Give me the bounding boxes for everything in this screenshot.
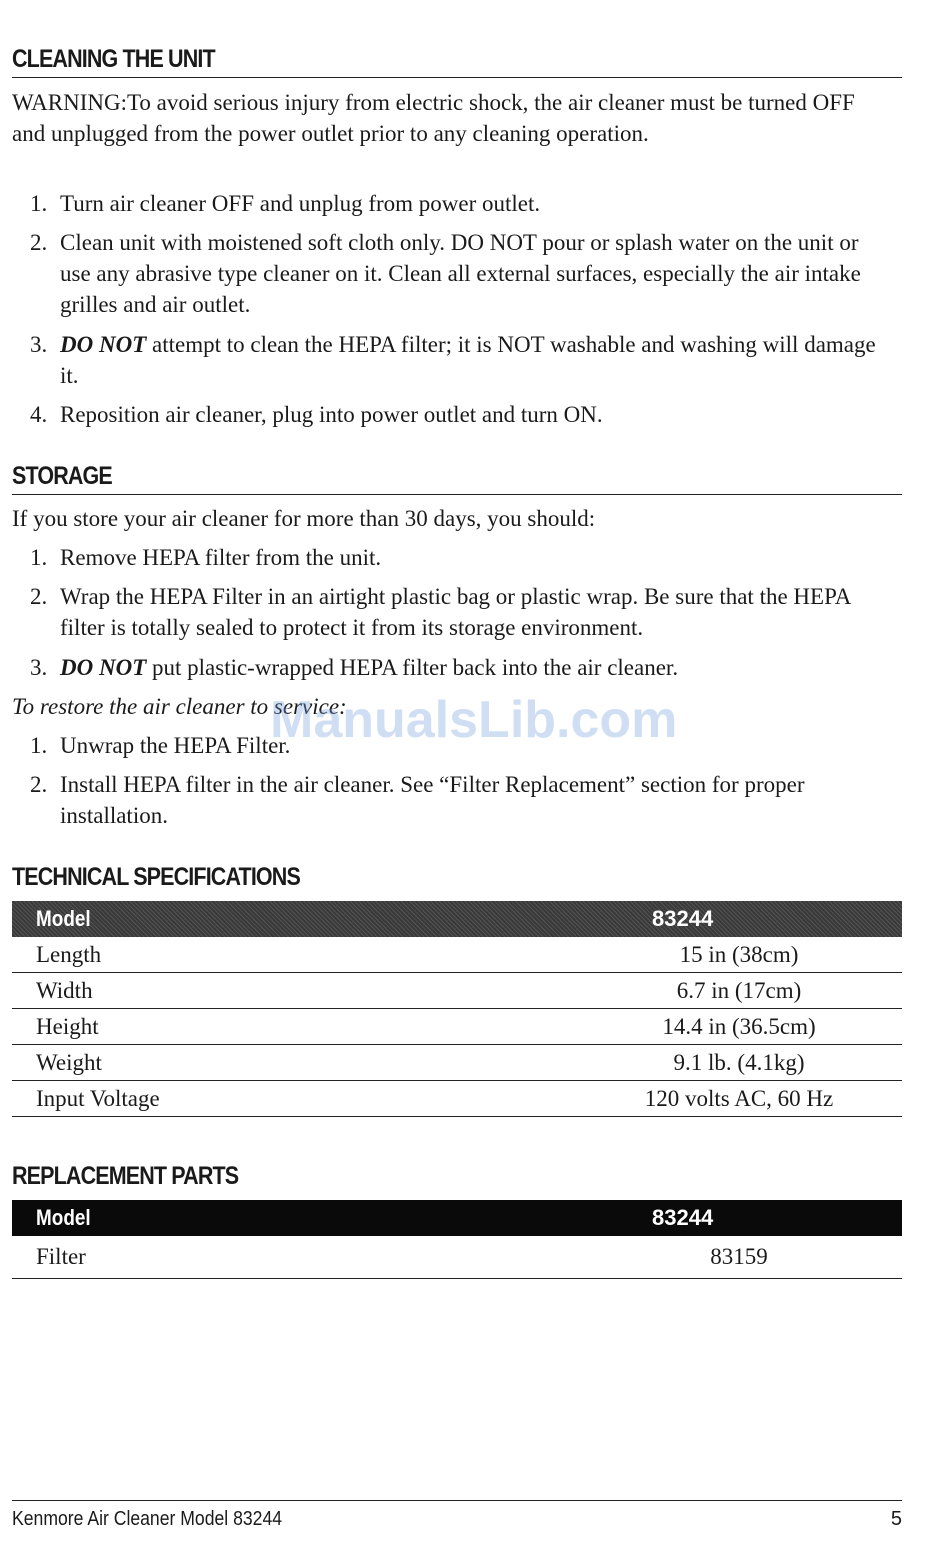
step-number: 1. bbox=[30, 733, 48, 758]
step-text: Unwrap the HEPA Filter. bbox=[60, 733, 291, 758]
spec-label: Length bbox=[12, 937, 576, 973]
parts-heading: REPLACEMENT PARTS bbox=[12, 1162, 239, 1190]
spec-label: Height bbox=[12, 1009, 576, 1045]
footer-rule bbox=[12, 1500, 902, 1501]
step-emphasis: DO NOT bbox=[60, 332, 147, 357]
step-text: Reposition air cleaner, plug into power outlet and turn ON. bbox=[60, 402, 603, 427]
specs-heading: TECHNICAL SPECIFICATIONS bbox=[12, 863, 300, 891]
step-text: put plastic-wrapped HEPA filter back into the air cleaner. bbox=[146, 655, 679, 680]
restore-step bbox=[30, 769, 892, 831]
step-number: 1. bbox=[30, 191, 48, 216]
specs-header-value: 83244 bbox=[576, 901, 902, 937]
step-text: Remove HEPA filter from the unit. bbox=[60, 545, 382, 570]
storage-rule bbox=[12, 494, 902, 495]
watermark-logo: ManualsLib.com bbox=[270, 691, 678, 749]
spec-label: Weight bbox=[12, 1045, 576, 1081]
table-row bbox=[12, 1045, 902, 1081]
table-row bbox=[12, 937, 902, 973]
step-number: 1. bbox=[30, 545, 48, 570]
step-text: Clean unit with moistened soft cloth only. DO NOT pour or splash water on the unit or use any abrasive type cleaner on it. Clean all external surfaces, especially the air intake grilles and air outlet. bbox=[60, 230, 861, 317]
page-number: 5 bbox=[890, 1508, 902, 1530]
cleaning-rule bbox=[12, 77, 902, 78]
parts-header-label: Model bbox=[12, 1200, 576, 1236]
spec-value: 9.1 lb. (4.1kg) bbox=[576, 1045, 902, 1081]
cleaning-step bbox=[30, 227, 892, 320]
cleaning-warning: WARNING:To avoid serious injury from electric shock, the air cleaner must be turned OFF and unplugged from the power outlet prior to any cleaning operation. bbox=[12, 90, 855, 146]
cleaning-step bbox=[30, 188, 892, 219]
storage-heading: STORAGE bbox=[12, 462, 112, 490]
part-label: Filter bbox=[12, 1236, 576, 1279]
manual-page bbox=[12, 0, 902, 1550]
cleaning-step bbox=[30, 399, 892, 430]
step-number: 3. bbox=[30, 655, 48, 680]
storage-intro: If you store your air cleaner for more than 30 days, you should: bbox=[12, 506, 596, 531]
footer-title: Kenmore Air Cleaner Model 83244 bbox=[12, 1508, 283, 1530]
step-number: 2. bbox=[30, 230, 48, 255]
step-number: 3. bbox=[30, 332, 48, 357]
parts-header-value: 83244 bbox=[576, 1200, 902, 1236]
table-row bbox=[12, 973, 902, 1009]
step-text: Turn air cleaner OFF and unplug from power outlet. bbox=[60, 191, 541, 216]
step-number: 4. bbox=[30, 402, 48, 427]
storage-step bbox=[30, 542, 892, 573]
spec-value: 14.4 in (36.5cm) bbox=[576, 1009, 902, 1045]
specs-table bbox=[12, 901, 902, 1117]
step-text: attempt to clean the HEPA filter; it is NOT washable and washing will damage it. bbox=[60, 332, 876, 388]
spec-value: 6.7 in (17cm) bbox=[576, 973, 902, 1009]
step-emphasis: DO NOT bbox=[60, 655, 147, 680]
step-number: 2. bbox=[30, 584, 48, 609]
table-row bbox=[12, 1236, 902, 1279]
step-number: 2. bbox=[30, 772, 48, 797]
storage-step bbox=[30, 652, 892, 683]
parts-header-row bbox=[12, 1200, 902, 1236]
part-value: 83159 bbox=[576, 1236, 902, 1279]
spec-value: 15 in (38cm) bbox=[576, 937, 902, 973]
table-row bbox=[12, 1009, 902, 1045]
parts-table bbox=[12, 1200, 902, 1279]
specs-header-row bbox=[12, 901, 902, 937]
specs-header-label: Model bbox=[12, 901, 576, 937]
restore-label: To restore the air cleaner to service: bbox=[12, 694, 347, 719]
cleaning-step bbox=[30, 329, 892, 391]
storage-step bbox=[30, 581, 892, 643]
table-row bbox=[12, 1081, 902, 1117]
spec-label: Width bbox=[12, 973, 576, 1009]
cleaning-heading: CLEANING THE UNIT bbox=[12, 45, 215, 73]
step-text: Wrap the HEPA Filter in an airtight plastic bag or plastic wrap. Be sure that the HEPA filter is totally sealed to protect it from its storage environment. bbox=[60, 584, 851, 640]
spec-value: 120 volts AC, 60 Hz bbox=[576, 1081, 902, 1117]
step-text: Install HEPA filter in the air cleaner. See “Filter Replacement” section for proper installation. bbox=[60, 772, 805, 828]
spec-label: Input Voltage bbox=[12, 1081, 576, 1117]
